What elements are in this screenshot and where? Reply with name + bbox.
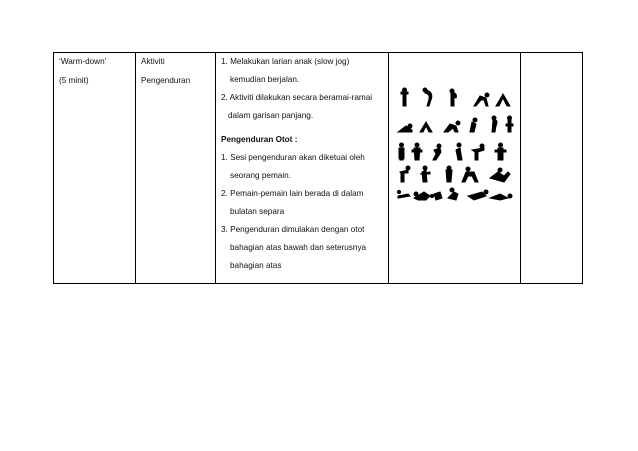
step-text: bahagian atas [230, 261, 282, 271]
step-text: 2. Aktiviti dilakukan secara beramai-ramai [221, 93, 373, 103]
table-row [54, 53, 583, 284]
lesson-plan-table [53, 52, 583, 284]
activity-type: Pengenduran [141, 75, 191, 85]
phase-cell [54, 53, 136, 284]
phase-label: ‘Warm-down’ [59, 57, 107, 66]
activity-cell [136, 53, 216, 284]
stretching-exercise-figures-icon [396, 86, 520, 206]
empty-cell [521, 53, 583, 284]
step-text: 2. Pemain-pemain lain berada di dalam [221, 189, 364, 199]
step-text: seorang pemain. [230, 170, 291, 180]
duration-label: (5 minit) [59, 75, 89, 85]
step-text: kemudian berjalan. [230, 75, 300, 85]
illustration-cell [389, 53, 521, 284]
step-text: 1. Sesi pengenduran akan diketuai oleh [221, 152, 365, 162]
steps-cell [216, 53, 389, 284]
activity-label: Aktiviti [141, 57, 165, 66]
section-heading: Pengenduran Otot : [221, 134, 298, 144]
step-text: 3. Pengenduran dimulakan dengan otot [221, 225, 365, 235]
step-text: 1. Melakukan larian anak (slow jog) [221, 57, 350, 66]
step-text: bahagian atas bawah dan seterusnya [230, 243, 367, 253]
step-text: dalam garisan panjang. [228, 111, 314, 121]
step-text: bulatan separa [230, 207, 285, 217]
